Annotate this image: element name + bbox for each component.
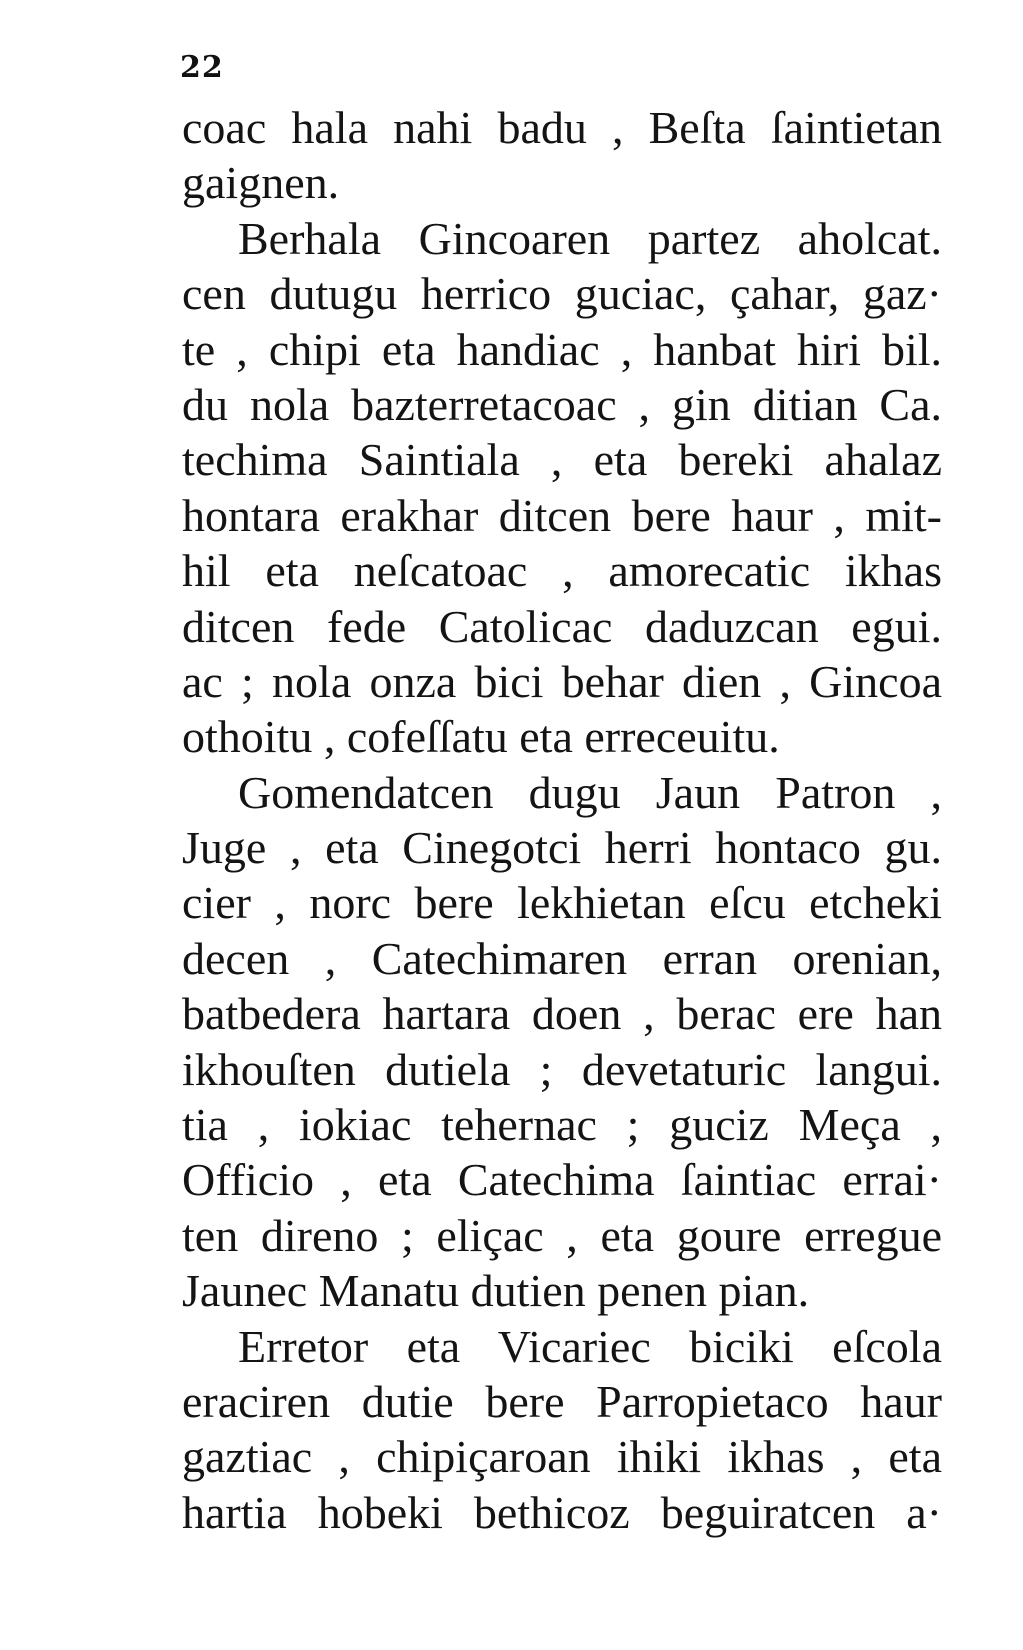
text-line: Gomendatcen dugu Jaun Patron , xyxy=(238,766,942,818)
text-line: cen dutugu herrico guciac, çahar, gaz· xyxy=(182,268,942,320)
text-line: Officio , eta Catechima ſaintiac errai· xyxy=(182,1154,942,1206)
text-line: ditcen fede Catolicac daduzcan egui. xyxy=(182,600,942,652)
text-line: ikhouſten dutiela ; devetaturic langui. xyxy=(182,1043,942,1095)
text-line: Erretor eta Vicariec biciki eſcola xyxy=(238,1320,942,1372)
text-line: Jaunec Manatu dutien penen pian. xyxy=(182,1265,810,1317)
text-line: batbedera hartara doen , berac ere han xyxy=(182,988,942,1040)
text-line: gaignen. xyxy=(182,157,340,209)
text-line: hil eta neſcatoac , amorecatic ikhas xyxy=(182,545,942,597)
text-line: othoitu , cofeſſatu eta erreceuitu. xyxy=(182,711,780,763)
text-line: Juge , eta Cinegotci herri hontaco gu. xyxy=(182,822,942,874)
body-text xyxy=(182,100,942,1540)
text-line: du nola bazterretacoac , gin ditian Ca. xyxy=(182,378,942,430)
page-number: 22 xyxy=(180,50,224,85)
text-line: hontara erakhar ditcen bere haur , mit- xyxy=(182,489,942,541)
text-line: techima Saintiala , eta bereki ahalaz xyxy=(182,434,942,486)
text-line: te , chipi eta handiac , hanbat hiri bil. xyxy=(182,323,942,375)
text-line: eraciren dutie bere Parropietaco haur xyxy=(182,1375,942,1427)
text-line: decen , Catechimaren erran orenian, xyxy=(182,932,942,984)
text-line: tia , iokiac tehernac ; guciz Meça , xyxy=(182,1099,942,1151)
text-line: Berhala Gincoaren partez aholcat. xyxy=(238,212,942,264)
text-line: ten direno ; eliçac , eta goure erregue xyxy=(182,1209,942,1261)
text-line: ac ; nola onza bici behar dien , Gincoa xyxy=(182,655,942,707)
text-line: coac hala nahi badu , Beſta ſaintietan xyxy=(182,102,942,153)
text-line: gaztiac , chipiçaroan ihiki ikhas , eta xyxy=(182,1431,942,1483)
text-line: hartia hobeki bethicoz beguiratcen a· xyxy=(182,1486,942,1538)
text-line: cier , norc bere lekhietan eſcu etcheki xyxy=(182,877,942,929)
